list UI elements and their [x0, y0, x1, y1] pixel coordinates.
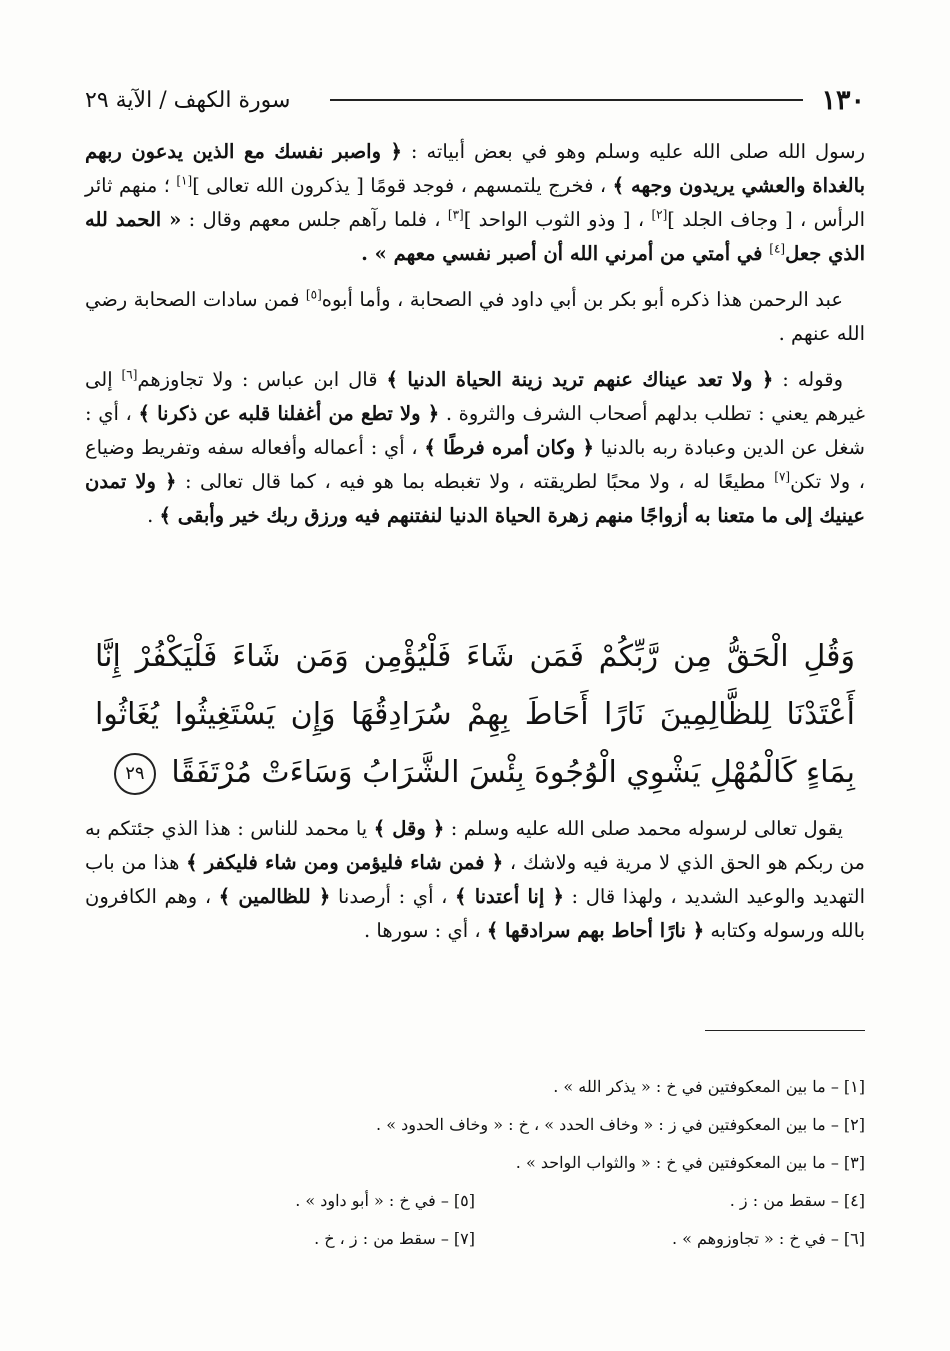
quoted-text: « الحمد لله الذي جعل: [85, 208, 865, 265]
footnote: [١] – ما بين المعكوفتين في خ : « يذكر الله » .: [553, 1077, 865, 1096]
text-run: رسول الله صلى الله عليه وسلم وهو في بعض أبياته :: [401, 140, 865, 163]
commentary-paragraph: [85, 812, 865, 948]
footnote-reference: [٥]: [305, 287, 322, 302]
text-run: ، وهم الكافرون بالله ورسوله وكتابه: [85, 885, 865, 942]
quoted-text: ﴿ ولا تمدن عينيك إلى ما متعنا به أزواجًا منهم زهرة الحياة الدنيا لنفتنهم فيه ورزق ربك خير وأبقى ﴾: [85, 470, 865, 527]
footnote: [٧] – سقط من : ز ، خ .: [314, 1229, 475, 1248]
footnote-reference: [٦]: [121, 367, 138, 382]
ayah-number-marker: [114, 753, 156, 795]
text-run: ، أي : أرصدنا: [330, 885, 456, 908]
text-run: .: [147, 504, 160, 527]
text-run: إلى غيرهم يعني : تطلب بدلهم أصحاب الشرف والثروة .: [85, 368, 866, 425]
paragraph: [85, 363, 865, 533]
text-run: قال ابن عباس : ولا تجاوزهم: [137, 368, 387, 391]
text-run: ، فخرج يلتمسهم ، فوجد قومًا [ يذكرون الله تعالى ]: [192, 174, 613, 197]
footnote: [٤] – سقط من : ز .: [729, 1191, 865, 1210]
text-run: هذا من باب التهديد والوعيد الشديد ، ولهذا قال :: [85, 851, 865, 908]
quoted-text: ﴿ وقل ﴾: [373, 817, 445, 840]
quran-verse: [95, 628, 855, 802]
text-run: ، أي : أعماله وأفعاله سفه وتفريط وضياع ، ولا تكن: [85, 436, 865, 493]
footnote: [٥] – في خ : « أبو داود » .: [295, 1191, 475, 1210]
page-header: [85, 80, 865, 120]
quoted-text: ﴿ وكان أمره فرطًا ﴾: [424, 436, 594, 459]
text-run: ؛ منهم ثائر الرأس ، [ وجاف الجلد ]: [85, 174, 866, 231]
quoted-text: ﴿ للظالمين ﴾: [218, 885, 331, 908]
text-run: وقوله :: [773, 368, 844, 391]
footnote-row: [85, 1182, 865, 1220]
text-run: ، أي : سورها .: [364, 919, 487, 942]
footnote-reference: [٤]: [769, 241, 786, 256]
footnote-row: [85, 1144, 865, 1182]
verse-text: وَقُلِ الْحَقُّ مِن رَّبِّكُمْ فَمَن شَاءَ فَلْيُؤْمِن وَمَن شَاءَ فَلْيَكْفُرْ إِنَّا أَعْتَدْنَا لِلظَّالِمِينَ نَارًا أَحَاطَ بِهِمْ سُرَادِقُهَا وَإِن يَسْتَغِيثُوا يُغَاثُوا بِمَاءٍ كَالْمُهْلِ يَشْوِي الْوُجُوهَ بِئْسَ الشَّرَابُ وَسَاءَتْ مُرْتَفَقًا: [95, 639, 855, 790]
text-run: ، أي : شغل عن الدين وعبادة ربه بالدنيا: [85, 402, 865, 459]
page-number: ١٣٠: [821, 84, 865, 116]
footnote-reference: [٧]: [774, 469, 791, 484]
paragraph: [85, 283, 865, 351]
footnotes: [85, 1068, 865, 1258]
footnote: [٢] – ما بين المعكوفتين في ز : « وخاف الحدد » ، خ : « وخاف الحدود » .: [376, 1115, 865, 1134]
quoted-text: في أمتي من أمرني الله أن أصبر نفسي معهم » .: [361, 242, 770, 265]
surah-title: سورة الكهف / الآية ٢٩: [85, 87, 291, 113]
quoted-text: ﴿ إنا أعتدنا ﴾: [455, 885, 564, 908]
quoted-text: ﴿ نارًا أحاط بهم سرادقها ﴾: [486, 919, 705, 942]
footnote-reference: [١]: [176, 173, 193, 188]
text-run: عبد الرحمن هذا ذكره أبو بكر بن أبي داود في الصحابة ، وأما أبوه: [321, 288, 843, 311]
footnote-separator: [705, 1030, 865, 1031]
text-run: فمن سادات الصحابة رضي الله عنهم .: [85, 288, 865, 345]
footnote-reference: [٣]: [447, 207, 464, 222]
text-run: يقول تعالى لرسوله محمد صلى الله عليه وسلم :: [444, 817, 843, 840]
text-run: مطيعًا له ، ولا محبًا لطريقته ، ولا تغبطه بما هو فيه ، كما قال تعالى :: [176, 470, 775, 493]
main-text: [85, 135, 865, 545]
text-run: ، [ وذو الثوب الواحد ]: [463, 208, 652, 231]
paragraph: [85, 135, 865, 271]
footnote-row: [85, 1220, 865, 1258]
footnote-reference: [٢]: [651, 207, 668, 222]
ayah-number: ٢٩: [125, 762, 145, 784]
footnote-row: [85, 1106, 865, 1144]
footnote: [٣] – ما بين المعكوفتين في خ : « والثواب الواحد » .: [515, 1153, 865, 1172]
footnote-row: [85, 1068, 865, 1106]
text-run: ، فلما رآهم جلس معهم وقال :: [181, 208, 448, 231]
quoted-text: ﴿ ولا تعد عيناك عنهم تريد زينة الحياة الدنيا ﴾: [386, 368, 774, 391]
header-rule: [330, 99, 803, 101]
quoted-text: ﴿ ولا تطع من أغفلنا قلبه عن ذكرنا ﴾: [138, 402, 440, 425]
footnote: [٦] – في خ : « تجاوزوهم » .: [671, 1229, 865, 1248]
text-run: يا محمد للناس : هذا الذي جئتكم به من ربكم هو الحق الذي لا مرية فيه ولاشك ،: [85, 817, 865, 874]
quoted-text: ﴿ واصبر نفسك مع الذين يدعون ربهم بالغداة والعشي يريدون وجهه ﴾: [85, 140, 865, 197]
quoted-text: ﴿ فمن شاء فليؤمن ومن شاء فليكفر ﴾: [186, 851, 504, 874]
